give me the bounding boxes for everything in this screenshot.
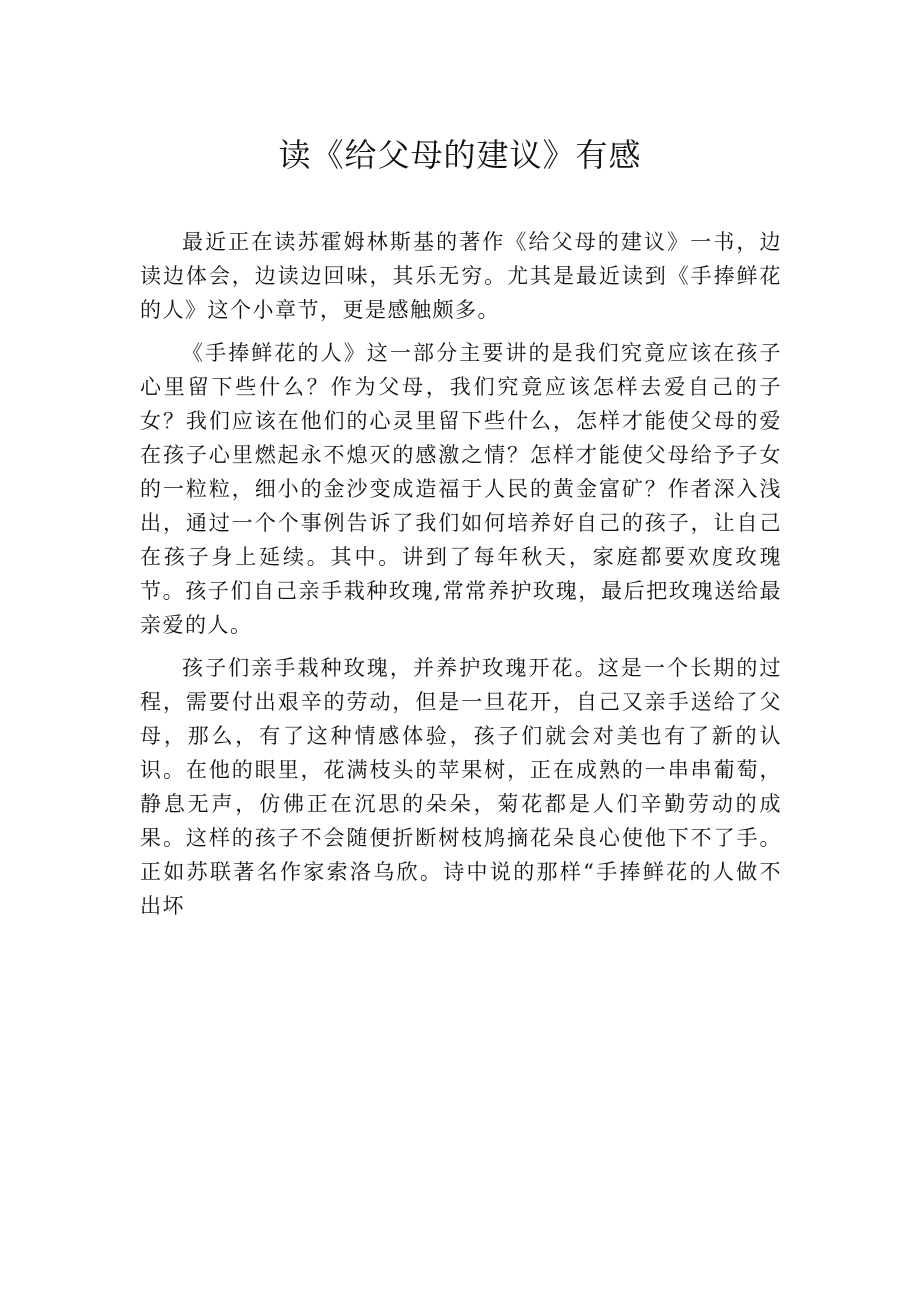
document-title: 读《给父母的建议》有感 (278, 136, 642, 174)
paragraph-2: 《手捧鲜花的人》这一部分主要讲的是我们究竟应该在孩子心里留下些什么？作为父母，我们究竟应该怎样去爱自己的子女？我们应该在他们的心灵里留下些什么，怎样才能使父母的爱在孩子心里燃起永不熄灭的感激之情？怎样才能使父母给予子女的一粒粒，细小的金沙变成造福于人民的黄金富矿？作者深入浅出，通过一个个事例告诉了我们如何培养好自己的孩子，让自己在孩子身上延续。其中。讲到了每年秋天，家庭都要欢度玫瑰节。孩子们自己亲手栽种玫瑰,常常养护玫瑰，最后把玫瑰送给最亲爱的人。 (140, 341, 782, 637)
paragraph-3: 孩子们亲手栽种玫瑰，并养护玫瑰开花。这是一个长期的过程，需要付出艰辛的劳动，但是一旦花开，自己又亲手送给了父母，那么，有了这种情感体验，孩子们就会对美也有了新的认识。在他的眼里，花满枝头的苹果树，正在成熟的一串串葡萄，静息无声，仿佛正在沉思的朵朵，菊花都是人们辛勤劳动的成果。这样的孩子不会随便折断树枝鸠摘花朵良心使他下不了手。正如苏联著名作家索洛乌欣。诗中说的那样“手捧鲜花的人做不出坏 (140, 656, 782, 918)
paragraph-1: 最近正在读苏霍姆林斯基的著作《给父母的建议》一书，边读边体会，边读边回味，其乐无穷。尤其是最近读到《手捧鲜花的人》这个小章节，更是感触颇多。 (140, 230, 782, 322)
document-body (140, 225, 782, 932)
